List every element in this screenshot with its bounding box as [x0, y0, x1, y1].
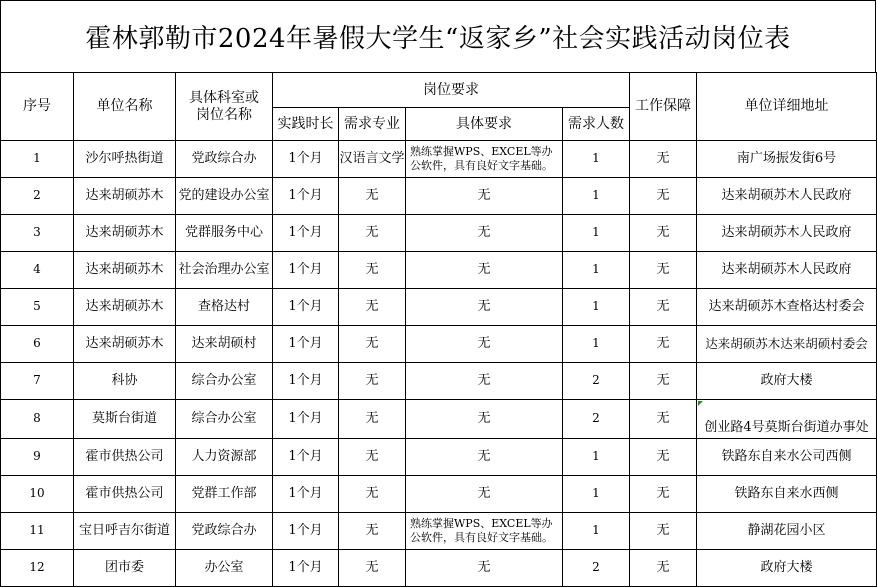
cell-unit: 宝日呼吉尔街道: [74, 513, 176, 550]
cell-specific: 无: [406, 178, 563, 215]
table-row: [1, 178, 877, 215]
cell-count: 1: [563, 141, 630, 178]
cell-count: 1: [563, 215, 630, 252]
header-requirements: 岗位要求: [273, 73, 630, 108]
cell-dept: 社会治理办公室: [176, 252, 273, 289]
cell-specific: 无: [406, 252, 563, 289]
cell-specific: 无: [406, 550, 563, 587]
cell-address: [697, 400, 877, 439]
cell-count: 1: [563, 439, 630, 476]
cell-major: 无: [339, 439, 406, 476]
positions-table: [0, 72, 877, 587]
cell-count: 2: [563, 550, 630, 587]
cell-address: 达来胡硕苏木查格达村委会: [697, 289, 877, 326]
cell-duration: 1个月: [273, 252, 339, 289]
cell-seq: 1: [1, 141, 74, 178]
cell-count: 1: [563, 326, 630, 363]
cell-major: 无: [339, 252, 406, 289]
cell-dept: 查格达村: [176, 289, 273, 326]
header-seq: 序号: [1, 73, 74, 141]
cell-unit: 霍市供热公司: [74, 476, 176, 513]
cell-seq: 7: [1, 363, 74, 400]
cell-count: 2: [563, 400, 630, 439]
cell-guarantee: 无: [630, 476, 697, 513]
cell-address: 达来胡硕苏木人民政府: [697, 215, 877, 252]
cell-specific: 熟练掌握WPS、EXCEL等办公软件，具有良好文字基础。: [406, 513, 563, 550]
cell-dept: 达来胡硕村: [176, 326, 273, 363]
cell-specific: 熟练掌握WPS、EXCEL等办公软件，具有良好文字基础。: [406, 141, 563, 178]
cell-duration: 1个月: [273, 326, 339, 363]
cell-address: 铁路东自来水公司西侧: [697, 439, 877, 476]
cell-dept: 党群工作部: [176, 476, 273, 513]
cell-seq: 8: [1, 400, 74, 439]
cell-count: 1: [563, 252, 630, 289]
cell-seq: 11: [1, 513, 74, 550]
cell-major: 无: [339, 326, 406, 363]
cell-unit: 团市委: [74, 550, 176, 587]
table-row: [1, 439, 877, 476]
cell-guarantee: 无: [630, 178, 697, 215]
cell-address: 达来胡硕苏木人民政府: [697, 252, 877, 289]
cell-unit: 达来胡硕苏木: [74, 215, 176, 252]
cell-dept: 综合办公室: [176, 363, 273, 400]
cell-specific: 无: [406, 439, 563, 476]
table-row: [1, 141, 877, 178]
cell-duration: 1个月: [273, 400, 339, 439]
cell-guarantee: 无: [630, 550, 697, 587]
cell-duration: 1个月: [273, 439, 339, 476]
comment-marker: [698, 401, 703, 406]
cell-dept: 党的建设办公室: [176, 178, 273, 215]
cell-unit: 达来胡硕苏木: [74, 252, 176, 289]
cell-major: 无: [339, 513, 406, 550]
cell-specific: 无: [406, 363, 563, 400]
table-row: [1, 476, 877, 513]
cell-seq: 5: [1, 289, 74, 326]
cell-unit: 达来胡硕苏木: [74, 178, 176, 215]
header-address: 单位详细地址: [697, 73, 877, 141]
cell-duration: 1个月: [273, 363, 339, 400]
cell-major: 无: [339, 178, 406, 215]
cell-seq: 2: [1, 178, 74, 215]
header-specific: 具体要求: [406, 108, 563, 141]
cell-count: 1: [563, 513, 630, 550]
cell-dept: 综合办公室: [176, 400, 273, 439]
table-row: [1, 513, 877, 550]
cell-specific: 无: [406, 400, 563, 439]
table-row: [1, 400, 877, 439]
cell-duration: 1个月: [273, 513, 339, 550]
cell-guarantee: 无: [630, 141, 697, 178]
cell-major: 无: [339, 550, 406, 587]
table-row: [1, 215, 877, 252]
cell-count: 2: [563, 363, 630, 400]
cell-major: 无: [339, 215, 406, 252]
cell-major: 汉语言文学: [339, 141, 406, 178]
cell-seq: 12: [1, 550, 74, 587]
cell-duration: 1个月: [273, 289, 339, 326]
cell-duration: 1个月: [273, 476, 339, 513]
cell-seq: 9: [1, 439, 74, 476]
cell-address: 达来胡硕苏木人民政府: [697, 178, 877, 215]
cell-address: 南广场振发街6号: [697, 141, 877, 178]
cell-seq: 6: [1, 326, 74, 363]
cell-guarantee: 无: [630, 215, 697, 252]
header-duration: 实践时长: [273, 108, 339, 141]
cell-guarantee: 无: [630, 513, 697, 550]
cell-duration: 1个月: [273, 141, 339, 178]
cell-address: 铁路东自来水西侧: [697, 476, 877, 513]
cell-major: 无: [339, 476, 406, 513]
table-row: [1, 326, 877, 363]
cell-specific: 无: [406, 326, 563, 363]
cell-unit: 科协: [74, 363, 176, 400]
cell-seq: 10: [1, 476, 74, 513]
cell-count: 1: [563, 289, 630, 326]
page-title: 霍林郭勒市2024年暑假大学生“返家乡”社会实践活动岗位表: [0, 0, 876, 72]
cell-guarantee: 无: [630, 252, 697, 289]
cell-unit: 霍市供热公司: [74, 439, 176, 476]
cell-dept: 人力资源部: [176, 439, 273, 476]
cell-address: 达来胡硕苏木达来胡硕村委会: [697, 326, 877, 363]
header-unit: 单位名称: [74, 73, 176, 141]
cell-unit: 莫斯台街道: [74, 400, 176, 439]
cell-dept: 党政综合办: [176, 141, 273, 178]
header-guarantee: 工作保障: [630, 73, 697, 141]
cell-major: 无: [339, 289, 406, 326]
header-count: 需求人数: [563, 108, 630, 141]
cell-guarantee: 无: [630, 326, 697, 363]
cell-major: 无: [339, 400, 406, 439]
cell-seq: 3: [1, 215, 74, 252]
cell-address: 静湖花园小区: [697, 513, 877, 550]
cell-address-text: 创业路4号莫斯台街道办事处: [704, 420, 869, 436]
cell-count: 1: [563, 476, 630, 513]
cell-seq: 4: [1, 252, 74, 289]
table-row: [1, 252, 877, 289]
cell-unit: 达来胡硕苏木: [74, 289, 176, 326]
header-major: 需求专业: [339, 108, 406, 141]
cell-dept: 办公室: [176, 550, 273, 587]
cell-guarantee: 无: [630, 439, 697, 476]
cell-duration: 1个月: [273, 550, 339, 587]
cell-unit: 沙尔呼热街道: [74, 141, 176, 178]
cell-guarantee: 无: [630, 400, 697, 439]
cell-specific: 无: [406, 215, 563, 252]
cell-specific: 无: [406, 476, 563, 513]
cell-unit: 达来胡硕苏木: [74, 326, 176, 363]
cell-count: 1: [563, 178, 630, 215]
header-dept: 具体科室或岗位名称: [176, 73, 273, 141]
cell-duration: 1个月: [273, 178, 339, 215]
table-row: [1, 289, 877, 326]
table-row: [1, 363, 877, 400]
cell-address: 政府大楼: [697, 550, 877, 587]
cell-major: 无: [339, 363, 406, 400]
cell-dept: 党群服务中心: [176, 215, 273, 252]
cell-dept: 党政综合办: [176, 513, 273, 550]
cell-duration: 1个月: [273, 215, 339, 252]
cell-specific: 无: [406, 289, 563, 326]
cell-guarantee: 无: [630, 289, 697, 326]
cell-address: 政府大楼: [697, 363, 877, 400]
cell-guarantee: 无: [630, 363, 697, 400]
